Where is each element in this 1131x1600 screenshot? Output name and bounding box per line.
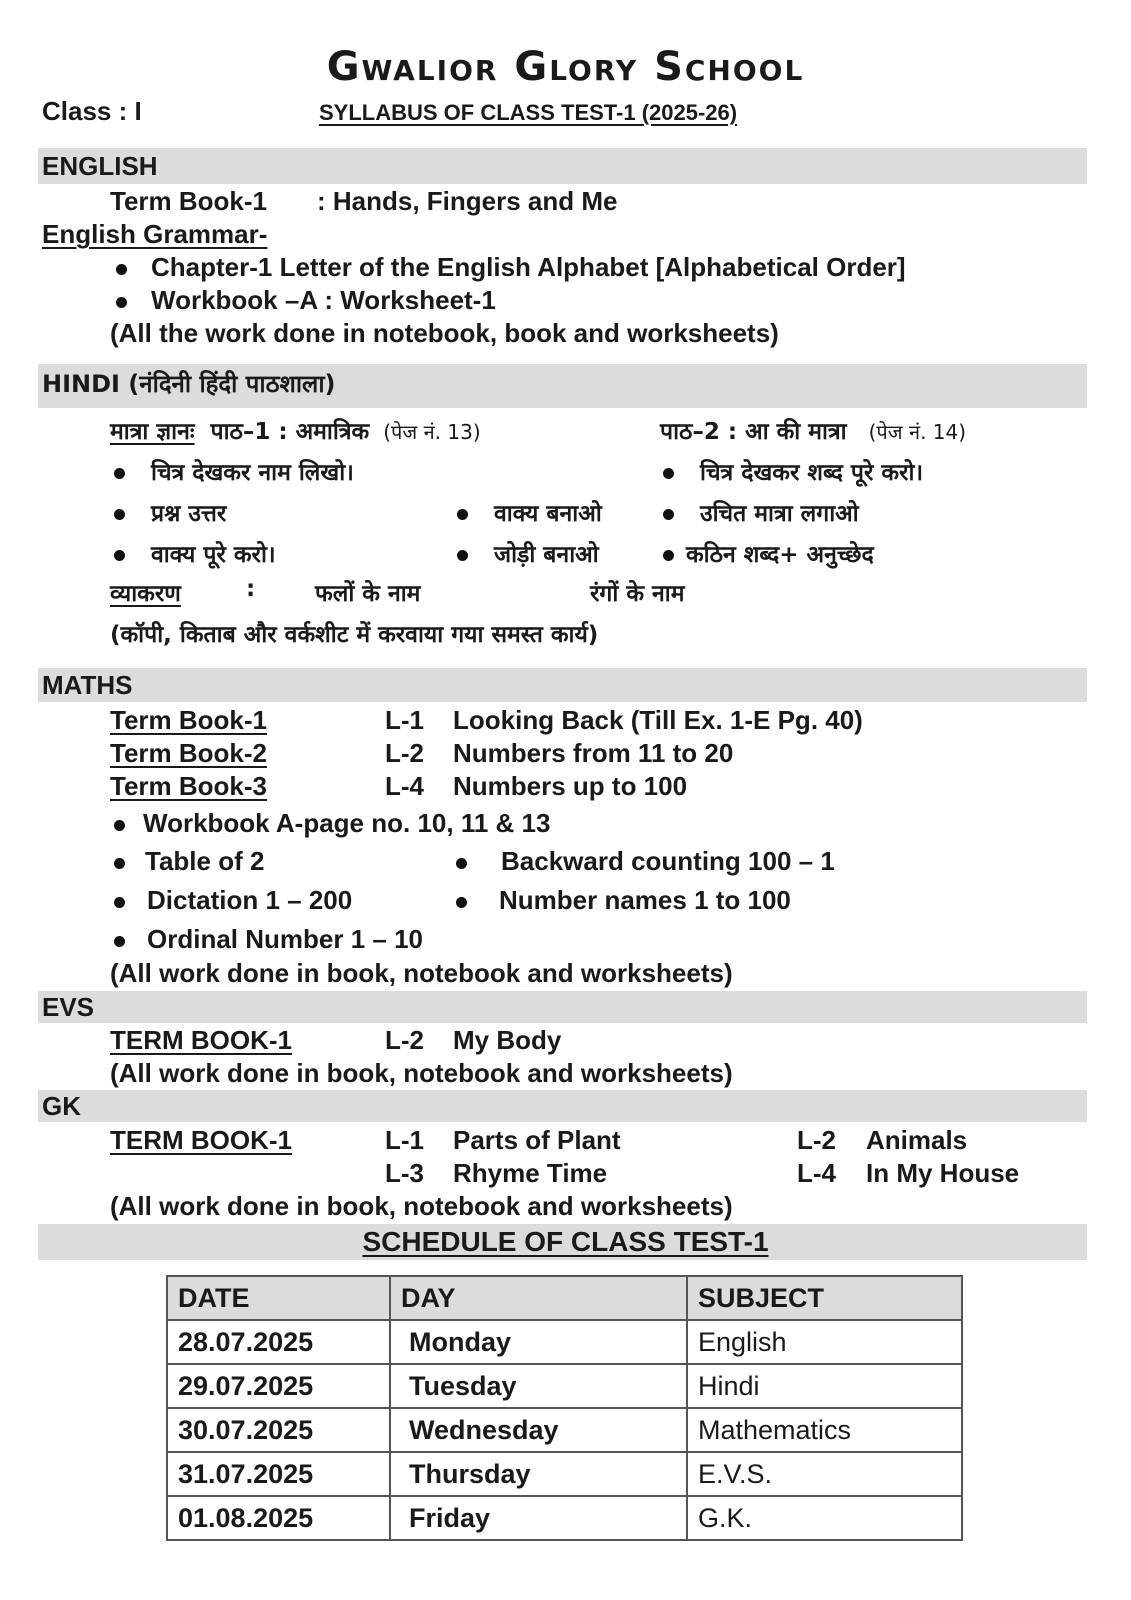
maths-bullet-3 [456, 846, 835, 877]
bullet-icon [663, 468, 674, 479]
evs-heading: EVS [42, 992, 95, 1022]
hindi-grammar-item-2: रंगों के नाम [590, 581, 685, 607]
table-row [167, 1364, 962, 1408]
maths-heading: MATHS [42, 670, 133, 700]
table-row [167, 1452, 962, 1496]
bullet-icon [456, 858, 467, 869]
table-row [167, 1320, 962, 1364]
bullet-icon [116, 264, 127, 275]
bullet-icon [114, 936, 125, 947]
hindi-bullet-text: प्रश्न उत्तर [151, 501, 227, 527]
hindi-bullet-text: कठिन शब्द+ अनुच्छेद [686, 542, 874, 568]
maths-lesson-1: L-1 [385, 705, 424, 735]
evs-note: (All work done in book, notebook and worksheets) [110, 1058, 733, 1088]
gk-title-3: Rhyme Time [453, 1158, 608, 1188]
bullet-icon [116, 297, 127, 308]
day-cell: Tuesday [390, 1364, 687, 1408]
date-cell: 30.07.2025 [167, 1408, 390, 1452]
bullet-icon [457, 509, 468, 520]
hindi-bullet-8 [663, 537, 874, 569]
bullet-icon [663, 509, 674, 520]
bullet-icon [114, 820, 125, 831]
bullet-icon [456, 897, 467, 908]
bullet-icon [114, 858, 125, 869]
hindi-lesson2-page: (पेज नं. 14) [868, 420, 967, 444]
english-bullet-1 [116, 252, 906, 283]
schedule-heading: SCHEDULE OF CLASS TEST-1 [362, 1226, 769, 1257]
hindi-bullet-7 [457, 537, 599, 569]
gk-band [38, 1090, 1087, 1122]
maths-bullet-2 [114, 846, 264, 877]
maths-book-2: Term Book-2 [110, 738, 267, 768]
maths-note: (All work done in book, notebook and worksheets) [110, 958, 733, 988]
day-cell: Friday [390, 1496, 687, 1540]
gk-lesson-4: L-4 [797, 1158, 836, 1188]
hindi-matra-label: मात्रा ज्ञानः [110, 419, 195, 445]
maths-title-2: Numbers from 11 to 20 [453, 738, 734, 768]
gk-book: TERM BOOK-1 [110, 1125, 292, 1155]
day-cell: Thursday [390, 1452, 687, 1496]
class-label: Class : I [42, 96, 142, 126]
gk-lesson-3: L-3 [385, 1158, 424, 1188]
evs-lesson: L-2 [385, 1025, 424, 1055]
subject-cell: English [687, 1320, 962, 1364]
hindi-bullet-text: वाक्य पूरे करो। [151, 542, 276, 568]
hindi-heading: HINDI (नंदिनी हिंदी पाठशाला) [42, 370, 336, 398]
evs-book: TERM BOOK-1 [110, 1025, 292, 1055]
hindi-bullet-2 [663, 455, 923, 487]
hindi-bullet-text: जोड़ी बनाओ [494, 542, 599, 568]
english-bullet-text: Chapter-1 Letter of the English Alphabet [Alphabetical Order] [151, 252, 906, 282]
evs-title: My Body [453, 1025, 562, 1055]
english-bullet-text: Workbook –A : Worksheet-1 [151, 285, 496, 315]
english-bullet-2 [116, 285, 496, 316]
bullet-icon [663, 550, 674, 561]
maths-bullet-text: Workbook A-page no. 10, 11 & 13 [143, 808, 551, 838]
date-cell: 29.07.2025 [167, 1364, 390, 1408]
gk-title-2: Animals [866, 1125, 968, 1155]
maths-bullet-6 [114, 924, 423, 955]
maths-bullet-5 [456, 885, 791, 916]
subject-cell: E.V.S. [687, 1452, 962, 1496]
bullet-icon [457, 550, 468, 561]
hindi-lesson1-page: (पेज नं. 13) [383, 420, 481, 444]
schedule-table [166, 1275, 963, 1541]
schedule-header-row [167, 1276, 962, 1320]
hindi-lesson2: पाठ–2 : आ की मात्रा [660, 419, 847, 445]
gk-heading: GK [42, 1091, 81, 1121]
maths-lesson-3: L-4 [385, 771, 424, 801]
maths-bullet-1 [114, 808, 550, 839]
english-term-book-label: Term Book-1 [110, 186, 267, 216]
bullet-icon [114, 509, 125, 520]
day-cell: Wednesday [390, 1408, 687, 1452]
table-row [167, 1408, 962, 1452]
gk-lesson-1: L-1 [385, 1125, 424, 1155]
hindi-bullet-1 [114, 455, 354, 487]
gk-note: (All work done in book, notebook and worksheets) [110, 1191, 733, 1221]
subject-cell: Hindi [687, 1364, 962, 1408]
maths-bullet-text: Number names 1 to 100 [499, 885, 791, 915]
hindi-bullet-5 [663, 496, 859, 528]
column-header-day: DAY [390, 1276, 687, 1320]
subject-cell: Mathematics [687, 1408, 962, 1452]
hindi-note: (कॉपी, किताब और वर्कशीट में करवाया गया समस्त कार्य) [110, 622, 599, 648]
english-heading: ENGLISH [42, 151, 158, 181]
maths-lesson-2: L-2 [385, 738, 424, 768]
syllabus-title: SYLLABUS OF CLASS TEST-1 (2025-26) [319, 100, 738, 125]
maths-bullet-text: Table of 2 [145, 846, 265, 876]
hindi-bullet-text: उचित मात्रा लगाओ [700, 501, 859, 527]
bullet-icon [114, 897, 125, 908]
hindi-grammar-label: व्याकरण [110, 581, 181, 607]
maths-bullet-4 [114, 885, 352, 916]
hindi-bullet-6 [114, 537, 276, 569]
hindi-bullet-4 [457, 496, 602, 528]
date-cell: 28.07.2025 [167, 1320, 390, 1364]
english-band [38, 148, 1087, 184]
date-cell: 31.07.2025 [167, 1452, 390, 1496]
hindi-lesson1: पाठ–1 : अमात्रिक [210, 419, 370, 445]
gk-lesson-2: L-2 [797, 1125, 836, 1155]
hindi-lesson2-line [660, 414, 966, 446]
hindi-bullet-text: चित्र देखकर नाम लिखो। [151, 460, 354, 486]
hindi-grammar-item-1: फलों के नाम [315, 581, 421, 607]
bullet-icon [114, 550, 125, 561]
hindi-grammar-colon: : [246, 576, 256, 602]
hindi-lessons-line [110, 414, 481, 446]
maths-band [38, 668, 1087, 702]
english-grammar-heading: English Grammar- [42, 219, 268, 249]
maths-book-3: Term Book-3 [110, 771, 267, 801]
maths-bullet-text: Dictation 1 – 200 [147, 885, 353, 915]
bullet-icon [114, 468, 125, 479]
english-note: (All the work done in notebook, book and worksheets) [110, 318, 779, 348]
column-header-subject: SUBJECT [687, 1276, 962, 1320]
hindi-bullet-text: चित्र देखकर शब्द पूरे करो। [700, 460, 924, 486]
column-header-date: DATE [167, 1276, 390, 1320]
gk-title-4: In My House [866, 1158, 1020, 1188]
maths-bullet-text: Ordinal Number 1 – 10 [147, 924, 423, 954]
hindi-bullet-text: वाक्य बनाओ [494, 501, 602, 527]
gk-title-1: Parts of Plant [453, 1125, 621, 1155]
subject-cell: G.K. [687, 1496, 962, 1540]
date-cell: 01.08.2025 [167, 1496, 390, 1540]
maths-book-1: Term Book-1 [110, 705, 267, 735]
school-name: Gwalior Glory School [326, 44, 805, 90]
maths-title-3: Numbers up to 100 [453, 771, 688, 801]
english-term-book-value: : Hands, Fingers and Me [317, 186, 618, 216]
evs-band [38, 991, 1087, 1023]
maths-bullet-text: Backward counting 100 – 1 [501, 846, 835, 876]
day-cell: Monday [390, 1320, 687, 1364]
maths-title-1: Looking Back (Till Ex. 1-E Pg. 40) [453, 705, 863, 735]
hindi-bullet-3 [114, 496, 226, 528]
table-row [167, 1496, 962, 1540]
